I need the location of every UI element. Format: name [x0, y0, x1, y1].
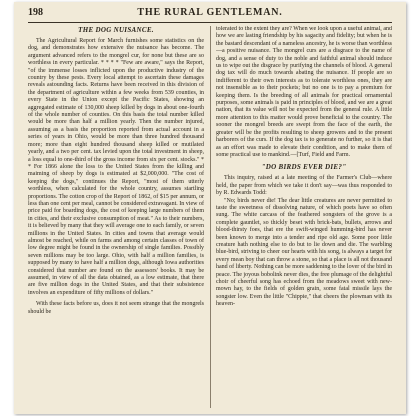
article-heading-birds: "DO BIRDS EVER DIE?" [261, 163, 347, 172]
article-heading-dog-nuisance: THE DOG NUISANCE. [78, 26, 154, 34]
header-rule [28, 22, 392, 23]
article-paragraph: This inquiry, raised at a late meeting of the Farmer's Club—where held, the paper from which we take it don't say—was thus responded to by R. Edwards Todd: [216, 175, 392, 197]
journal-title: THE RURAL GENTLEMAN. [137, 7, 283, 18]
right-column [216, 26, 392, 410]
page-header [28, 6, 392, 20]
article-paragraph: "No; birds never die! The dear little creatures are never permitted to taste the sweetness of dissolving nature, of which poets have so often sung. The white carcass of the feathered songsters of the grove is a complete gauntlet, so thickly beset with brick-bats, bullets, arrows and blood-thirsty foes, that ere the swift-winged humming-bird has never been known to merge into a tender and ripe old age. Some poor little creature hath nothing else to do but to lie down and die. The warbling blue-bird, striving to cheer our hearts with his song, is always a target for every mean boy that can throw a stone, so that a place is all not thousand hand of liberty. Nothing can be more saddening to the lover of the bird in peace. The joyous bobolink never dies, the free plumage of the delightful choir of cheerful song has echoed from the meadows sweet with new-mown hay, to the fields of golden grain, some fatal missile lays the songster low. Even the little "Chippie," that cheers the plowman with its heaven- [216, 197, 392, 308]
article-paragraph: With these facts before us, does it not seem strange that the mongrels should be [28, 301, 204, 315]
article-paragraph-continued: tolerated to the extent they are? When we look upon a useful animal, and how we are lasting friendship by his sagacity and fidelity; but when he is the bastard descendant of a nameless ancestry, he is worse than worthless—a positive nuisance. The mongrel curs are a disgrace to the name of dog, and a sense of duty to the noble and faithful animal should induce us to wipe out the disgrace by purifying the channels of blood. A general dog tax will do much towards abating the nuisance. If people are so indifferent to their own interests as to tolerate worthless ones, they are not insensible as to their pockets; but no one is to pay a premium for keeping them. Is the breeding of all animals for practical ornamental purposes, some animals is paid in principles of blood, and we are a great nation, that its value will not be expected from the general rule. A little more attention to this matter would prove beneficial to the country. The sooner the mongrel breeds are swept from the face of the earth, the greater will be the profits resulting to sheep growers and to the present harborers of the curs. If the dog tax is to generate no further, so it is that as an effort was made to elevate their condition, and to make them of some practical use to mankind.—[Turf, Field and Farm. [216, 26, 392, 158]
column-divider [210, 26, 211, 408]
page-number: 198 [28, 7, 43, 18]
magazine-page [14, 2, 406, 414]
article-paragraph: The Agricultural Report for March furnishes some statistics on the dog, and demonstrates how extensive the nuisance has become. The argument advanced refers to the mongrel cur, for none but these are so worthless in every particular. * * * * "Few are aware," says the Report, "of the immense losses inflicted upon the productive industry of the country by these pests. Every local attempt to ascertain these damages reveals astounding facts. Returns have been received in this division of the department of agriculture within a few weeks from 539 counties, in every State in the Union except the Pacific States, showing an aggregated estimate of 130,000 sheep killed by dogs in about one-fourth of the whole number of counties. On this basis the total number killed would be more than half a million yearly. Then the number injured, assuming as a basis the proportion reported from actual account in a series of years in Ohio, would be more than three hundred thousand more; more than eight hundred thousand sheep killed or mutilated yearly, and a two per cent. tax levied upon the total investment in sheep, a loss equal to one-third of the gross income from six per cent. stocks." * * For 1866 alone the loss to the United States from the killing and maiming of sheep by dogs is estimated at $2,000,000. "The cost of keeping the dogs," continues the Report, "most of them utterly worthless, when calculated for the whole country, assumes startling proportions. The cotton crop of the Report of 1862, of $15 per annum, or less than one cent per meal, cannot be considered extravagant. In view of price paid for boarding dogs, the cost of keeping large numbers of them in cities, and their exclusive consumption of meat." As to their numbers, it is believed by many that they will average one to each family, or seven millions in the United States. In cities and towns that average would almost be reached, while on farms and among certain classes of town of low degree might be found in the ownership of single families. Possibly seven millions may be too large. Ohio, with half a million families, is supposed by many to have half a million dogs, although Iowa authorities considered that number are found on the assessors' books. It may be assumed, in view of all the data obtained, as a low estimate, that there are five million dogs in the United States, and that their subsistence involves an expenditure of fifty millions of dollars." [28, 38, 204, 296]
left-column [28, 26, 204, 410]
